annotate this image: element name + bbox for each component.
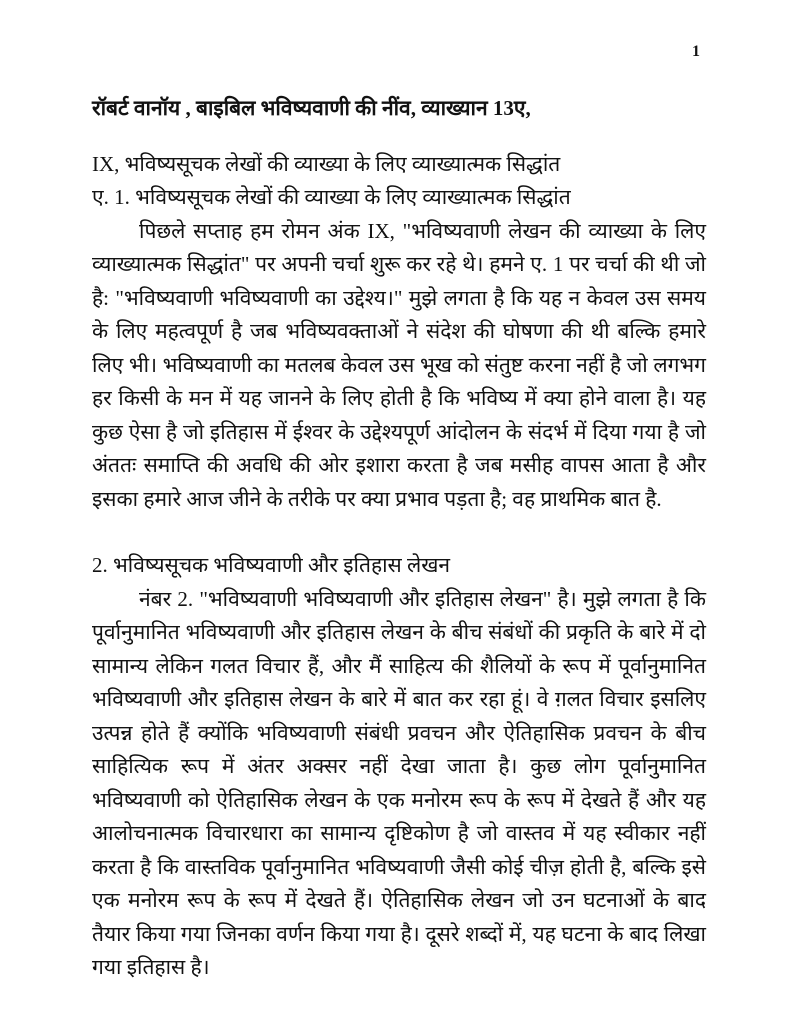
document-content: [92, 92, 706, 985]
outline-line-a1: ए. 1. भविष्यसूचक लेखों की व्याख्या के लिए व्याख्यात्मक सिद्धांत: [92, 185, 571, 209]
section-2-heading: 2. भविष्यसूचक भविष्यवाणी और इतिहास लेखन: [92, 553, 451, 577]
document-title: रॉबर्ट वानॉय , बाइबिल भविष्यवाणी की नींव, व्याख्यान 13ए,: [92, 96, 531, 120]
section-1-paragraph: पिछले सप्ताह हम रोमन अंक IX, "भविष्यवाणी लेखन की व्याख्या के लिए व्याख्यात्मक सिद्धांत" पर अपनी चर्चा शुरू कर रहे थे। हमने ए. 1 पर चर्चा की थी जो है: "भविष्यवाणी भविष्यवाणी का उद्देश्य।" मुझे लगता है कि यह न केवल उस समय के लिए महत्वपूर्ण है जब भविष्यवक्ताओं ने संदेश की घोषणा की थी बल्कि हमारे लिए भी। भविष्यवाणी का मतलब केवल उस भूख को संतुष्ट करना नहीं है जो लगभग हर किसी के मन में यह जानने के लिए होती है कि भविष्य में क्या होने वाला है। यह कुछ ऐसा है जो इतिहास में ईश्वर के उद्देश्यपूर्ण आंदोलन के संदर्भ में दिया गया है जो अंततः समाप्ति की अवधि की ओर इशारा करता है जब मसीह वापस आता है और इसका हमारे आज जीने के तरीके पर क्या प्रभाव पड़ता है; वह प्राथमिक बात है.: [92, 218, 706, 511]
page-number: 1: [692, 43, 700, 60]
outline-line-roman-ix: IX, भविष्यसूचक लेखों की व्याख्या के लिए व्याख्यात्मक सिद्धांत: [92, 151, 561, 176]
section-2-paragraph: नंबर 2. "भविष्यवाणी भविष्यवाणी और इतिहास लेखन" है। मुझे लगता है कि पूर्वानुमानित भविष्यवाणी और इतिहास लेखन के बीच संबंधों की प्रकृति के बारे में दो सामान्य लेकिन गलत विचार हैं, और मैं साहित्य की शैलियों के रूप में पूर्वानुमानित भविष्यवाणी और इतिहास लेखन के बारे में बात कर रहा हूं। वे ग़लत विचार इसलिए उत्पन्न होते हैं क्योंकि भविष्यवाणी संबंधी प्रवचन और ऐतिहासिक प्रवचन के बीच साहित्यिक रूप में अंतर अक्सर नहीं देखा जाता है। कुछ लोग पूर्वानुमानित भविष्यवाणी को ऐतिहासिक लेखन के एक मनोरम रूप के रूप में देखते हैं और यह आलोचनात्मक विचारधारा का सामान्य दृष्टिकोण है जो वास्तव में यह स्वीकार नहीं करता है कि वास्तविक पूर्वानुमानित भविष्यवाणी जैसी कोई चीज़ होती है, बल्कि इसे एक मनोरम रूप के रूप में देखते हैं। ऐतिहासिक लेखन जो उन घटनाओं के बाद तैयार किया गया जिनका वर्णन किया गया है। दूसरे शब्दों में, यह घटना के बाद लिखा गया इतिहास है।: [92, 586, 706, 979]
